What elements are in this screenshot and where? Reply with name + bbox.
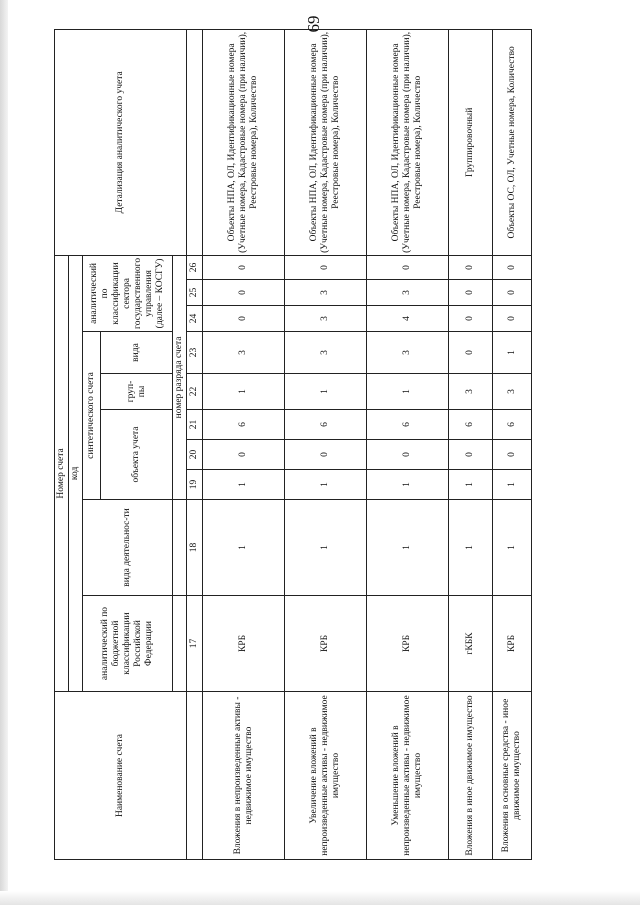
cell-18: 1 — [285, 500, 367, 596]
cell-22: 1 — [367, 374, 449, 410]
digit-empty-detail — [187, 29, 203, 255]
scan-edge — [0, 0, 8, 905]
cell-22: 3 — [493, 374, 532, 410]
digit-23: 23 — [187, 332, 203, 374]
digit-22: 22 — [187, 374, 203, 410]
row-detail: Группировочный — [449, 29, 493, 255]
cell-18: 1 — [493, 500, 532, 596]
cell-23: 3 — [285, 332, 367, 374]
digit-25: 25 — [187, 280, 203, 306]
cell-20: 0 — [367, 440, 449, 470]
cell-24: 4 — [367, 306, 449, 332]
cell-17: КРБ — [285, 596, 367, 692]
cell-21: 6 — [285, 410, 367, 440]
row-detail: Объекты НПА, ОЛ, Идентификационные номера (Учетные номера, Кадастровые номера (при наличии), Реестровые номера), Количество — [285, 29, 367, 255]
cell-22: 3 — [449, 374, 493, 410]
header-object: объекта учета — [101, 410, 173, 500]
cell-26: 0 — [367, 255, 449, 279]
cell-19: 1 — [449, 470, 493, 500]
table-row — [367, 29, 449, 859]
cell-25: 3 — [285, 280, 367, 306]
table-row — [285, 29, 367, 859]
digit-24: 24 — [187, 306, 203, 332]
cell-24: 0 — [493, 306, 532, 332]
row-name: Вложения в основные средства - иное движимое имущество — [493, 692, 532, 860]
header-digit-number: номер разряда счета — [173, 255, 187, 499]
cell-18: 1 — [449, 500, 493, 596]
row-detail: Объекты ОС, ОЛ, Учетные номера, Количество — [493, 29, 532, 255]
cell-21: 6 — [367, 410, 449, 440]
cell-20: 0 — [449, 440, 493, 470]
cell-18: 1 — [203, 500, 285, 596]
cell-19: 1 — [493, 470, 532, 500]
cell-19: 1 — [203, 470, 285, 500]
cell-26: 0 — [449, 255, 493, 279]
cell-17: КРБ — [493, 596, 532, 692]
cell-17: КРБ — [203, 596, 285, 692]
cell-20: 0 — [203, 440, 285, 470]
cell-17: КРБ — [367, 596, 449, 692]
digit-19: 19 — [187, 470, 203, 500]
cell-20: 0 — [285, 440, 367, 470]
row-detail: Объекты НПА, ОЛ, Идентификационные номера (Учетные номера, Кадастровые номера (при наличии), Реестровые номера), Количество — [367, 29, 449, 255]
cell-26: 0 — [203, 255, 285, 279]
digit-17: 17 — [187, 596, 203, 692]
header-synthetic: синтетического счета — [83, 332, 101, 500]
row-name: Увеличение вложений в непроизведенные активы - недвижимое имущество — [285, 692, 367, 860]
header-empty-18 — [173, 500, 187, 596]
cell-25: 0 — [493, 280, 532, 306]
page-number: 69 — [304, 15, 323, 33]
cell-23: 3 — [203, 332, 285, 374]
row-detail: Объекты НПА, ОЛ, Идентификационные номера (Учетные номера, Кадастровые номера (при наличии), Реестровые номера), Количество — [203, 29, 285, 255]
cell-26: 0 — [285, 255, 367, 279]
digit-26: 26 — [187, 255, 203, 279]
header-account-number: Номер счета — [55, 255, 69, 691]
cell-19: 1 — [285, 470, 367, 500]
scan-bottom-edge — [0, 891, 640, 905]
account-table — [54, 29, 532, 860]
cell-23: 3 — [367, 332, 449, 374]
table-row — [449, 29, 493, 859]
header-empty-17 — [173, 596, 187, 692]
cell-25: 0 — [203, 280, 285, 306]
cell-21: 6 — [203, 410, 285, 440]
cell-22: 1 — [203, 374, 285, 410]
row-name: Вложения в непроизведенные активы - недвижимое имущество — [203, 692, 285, 860]
cell-17: гКБК — [449, 596, 493, 692]
digit-20: 20 — [187, 440, 203, 470]
cell-23: 1 — [493, 332, 532, 374]
cell-20: 0 — [493, 440, 532, 470]
header-account-name: Наименование счета — [55, 692, 187, 860]
header-activity-type: вида деятельнос-ти — [83, 500, 173, 596]
cell-23: 0 — [449, 332, 493, 374]
cell-19: 1 — [367, 470, 449, 500]
rotated-table-container — [54, 30, 531, 860]
header-code: код — [69, 255, 83, 691]
header-group: груп-пы — [101, 374, 173, 410]
row-name: Вложения в иное движимое имущество — [449, 692, 493, 860]
cell-24: 0 — [449, 306, 493, 332]
header-analytic-budget: аналитический по бюджетной классификации Российской Федерации — [83, 596, 173, 692]
cell-24: 0 — [203, 306, 285, 332]
cell-18: 1 — [367, 500, 449, 596]
header-kind: вида — [101, 332, 173, 374]
table-row — [203, 29, 285, 859]
cell-24: 3 — [285, 306, 367, 332]
cell-22: 1 — [285, 374, 367, 410]
row-name: Уменьшение вложений в непроизведенные активы - недвижимое имущество — [367, 692, 449, 860]
cell-25: 0 — [449, 280, 493, 306]
cell-21: 6 — [493, 410, 532, 440]
cell-25: 3 — [367, 280, 449, 306]
digit-18: 18 — [187, 500, 203, 596]
cell-26: 0 — [493, 255, 532, 279]
header-analytic-kosgu: аналитический по классификации сектора государственного управления (далее – КОСГУ) — [83, 255, 173, 331]
table-row — [493, 29, 532, 859]
digit-21: 21 — [187, 410, 203, 440]
digit-empty — [187, 692, 203, 860]
header-detalization: Детализация аналитического учета — [55, 29, 187, 255]
cell-21: 6 — [449, 410, 493, 440]
